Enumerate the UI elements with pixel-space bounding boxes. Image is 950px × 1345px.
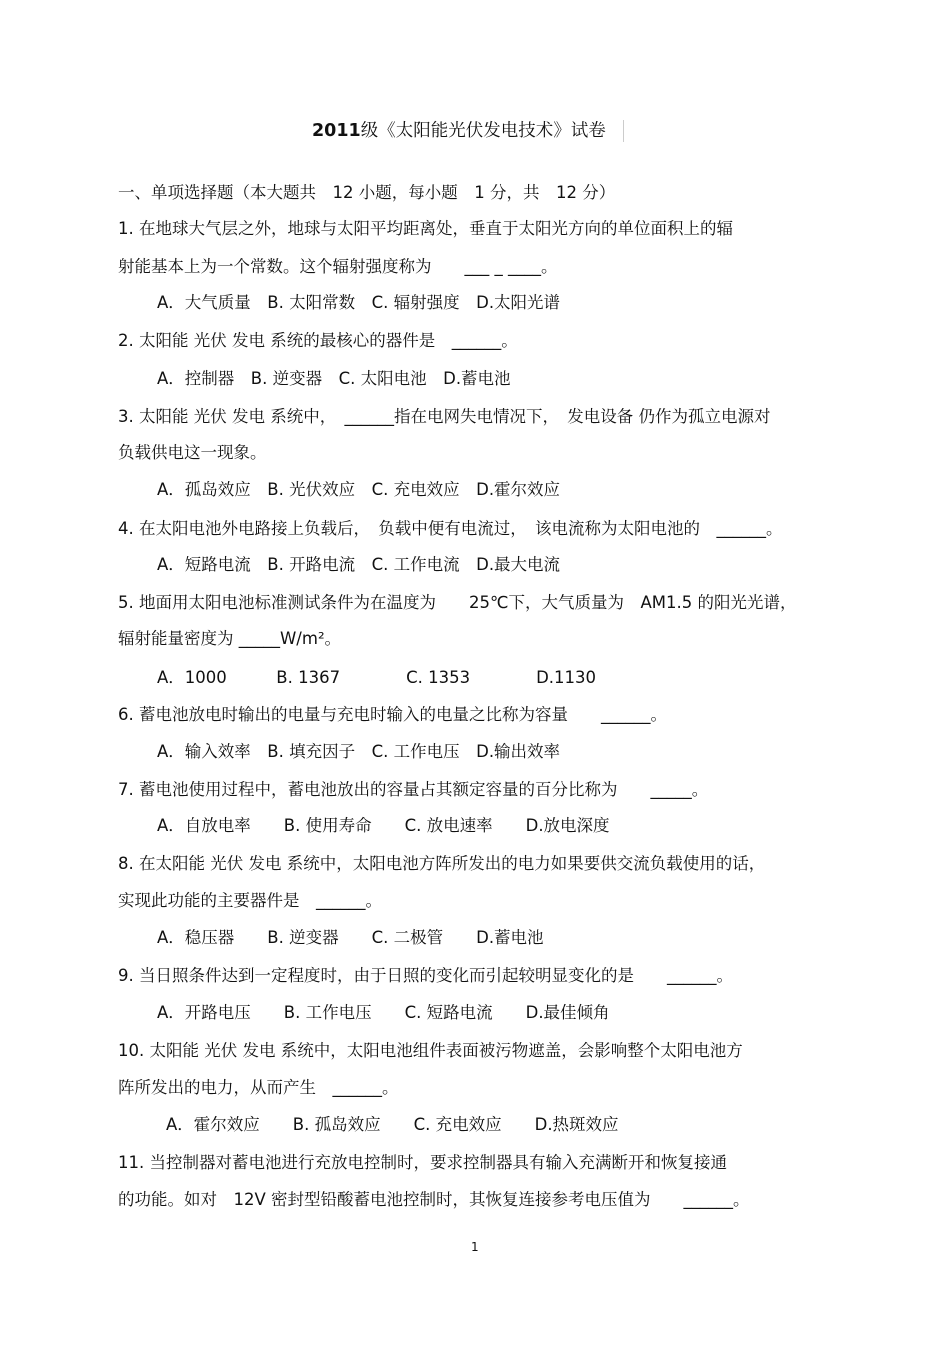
question-3-line-1: 3. 太阳能 光伏 发电 系统中， ______指在电网失电情况下， 发电设备 仍作为孤立电源对: [118, 407, 771, 426]
question-2-options: A．控制器 B. 逆变器 C. 太阳电池 D.蓄电池: [157, 369, 511, 388]
question-7: 7. 蓄电池使用过程中，蓄电池放出的容量占其额定容量的百分比称为 _____。: [118, 780, 709, 799]
question-9-options: A．开路电压 B. 工作电压 C. 短路电流 D.最佳倾角: [157, 1003, 610, 1022]
question-11-line-2: 的功能。如对 12V 密封型铅酸蓄电池控制时，其恢复连接参考电压值为 ______。: [118, 1190, 750, 1209]
question-5-options: A．1000 B. 1367 C. 1353 D.1130: [157, 668, 597, 687]
question-1-options: A．大气质量 B. 太阳常数 C. 辐射强度 D.太阳光谱: [157, 293, 561, 312]
question-4-options: A．短路电流 B. 开路电流 C. 工作电流 D.最大电流: [157, 555, 561, 574]
question-9: 9. 当日照条件达到一定程度时，由于日照的变化而引起较明显变化的是 ______。: [118, 966, 733, 985]
question-4: 4. 在太阳电池外电路接上负载后， 负载中便有电流过， 该电流称为太阳电池的 ______。: [118, 519, 783, 538]
question-11-line-1: 11. 当控制器对蓄电池进行充放电控制时，要求控制器具有输入充满断开和恢复接通: [118, 1153, 727, 1172]
question-10-line-2: 阵所发出的电力，从而产生 ______。: [118, 1078, 399, 1097]
question-8-options: A．稳压器 B. 逆变器 C. 二极管 D.蓄电池: [157, 928, 544, 947]
question-2: 2. 太阳能 光伏 发电 系统的最核心的器件是 ______。: [118, 331, 518, 350]
section-heading: 一、单项选择题（本大题共 12 小题，每小题 1 分，共 12 分）: [118, 183, 616, 202]
question-8-line-2: 实现此功能的主要器件是 ______。: [118, 891, 382, 910]
question-10-line-1: 10. 太阳能 光伏 发电 系统中，太阳电池组件表面被污物遮盖，会影响整个太阳电池方: [118, 1041, 743, 1060]
question-6-options: A．输入效率 B. 填充因子 C. 工作电压 D.输出效率: [157, 742, 561, 761]
question-3-options: A．孤岛效应 B. 光伏效应 C. 充电效应 D.霍尔效应: [157, 480, 561, 499]
question-3-line-2: 负载供电这一现象。: [118, 443, 267, 462]
question-8-line-1: 8. 在太阳能 光伏 发电 系统中，太阳电池方阵所发出的电力如果要供交流负载使用的话，: [118, 854, 766, 873]
title-year: 2011: [312, 121, 361, 141]
question-6: 6. 蓄电池放电时输出的电量与充电时输入的电量之比称为容量 ______。: [118, 705, 667, 724]
question-1-line-1: 1. 在地球大气层之外，地球与太阳平均距离处，垂直于太阳光方向的单位面积上的辐: [118, 219, 733, 238]
question-10-options: A．霍尔效应 B. 孤岛效应 C. 充电效应 D.热斑效应: [166, 1115, 619, 1134]
page-number: 1: [471, 1240, 479, 1254]
title-divider: [623, 120, 624, 142]
question-7-options: A．自放电率 B. 使用寿命 C. 放电速率 D.放电深度: [157, 816, 610, 835]
question-5-line-2: 辐射能量密度为 _____W/m²。: [118, 629, 342, 648]
question-5-line-1: 5. 地面用太阳电池标准测试条件为在温度为 25℃下，大气质量为 AM1.5 的阳光光谱，: [118, 593, 797, 612]
question-1-line-2: 射能基本上为一个常数。这个辐射强度称为 ___ _ ____。: [118, 257, 558, 276]
page-title: [312, 120, 606, 142]
title-text: 级《太阳能光伏发电技术》试卷: [360, 121, 606, 141]
